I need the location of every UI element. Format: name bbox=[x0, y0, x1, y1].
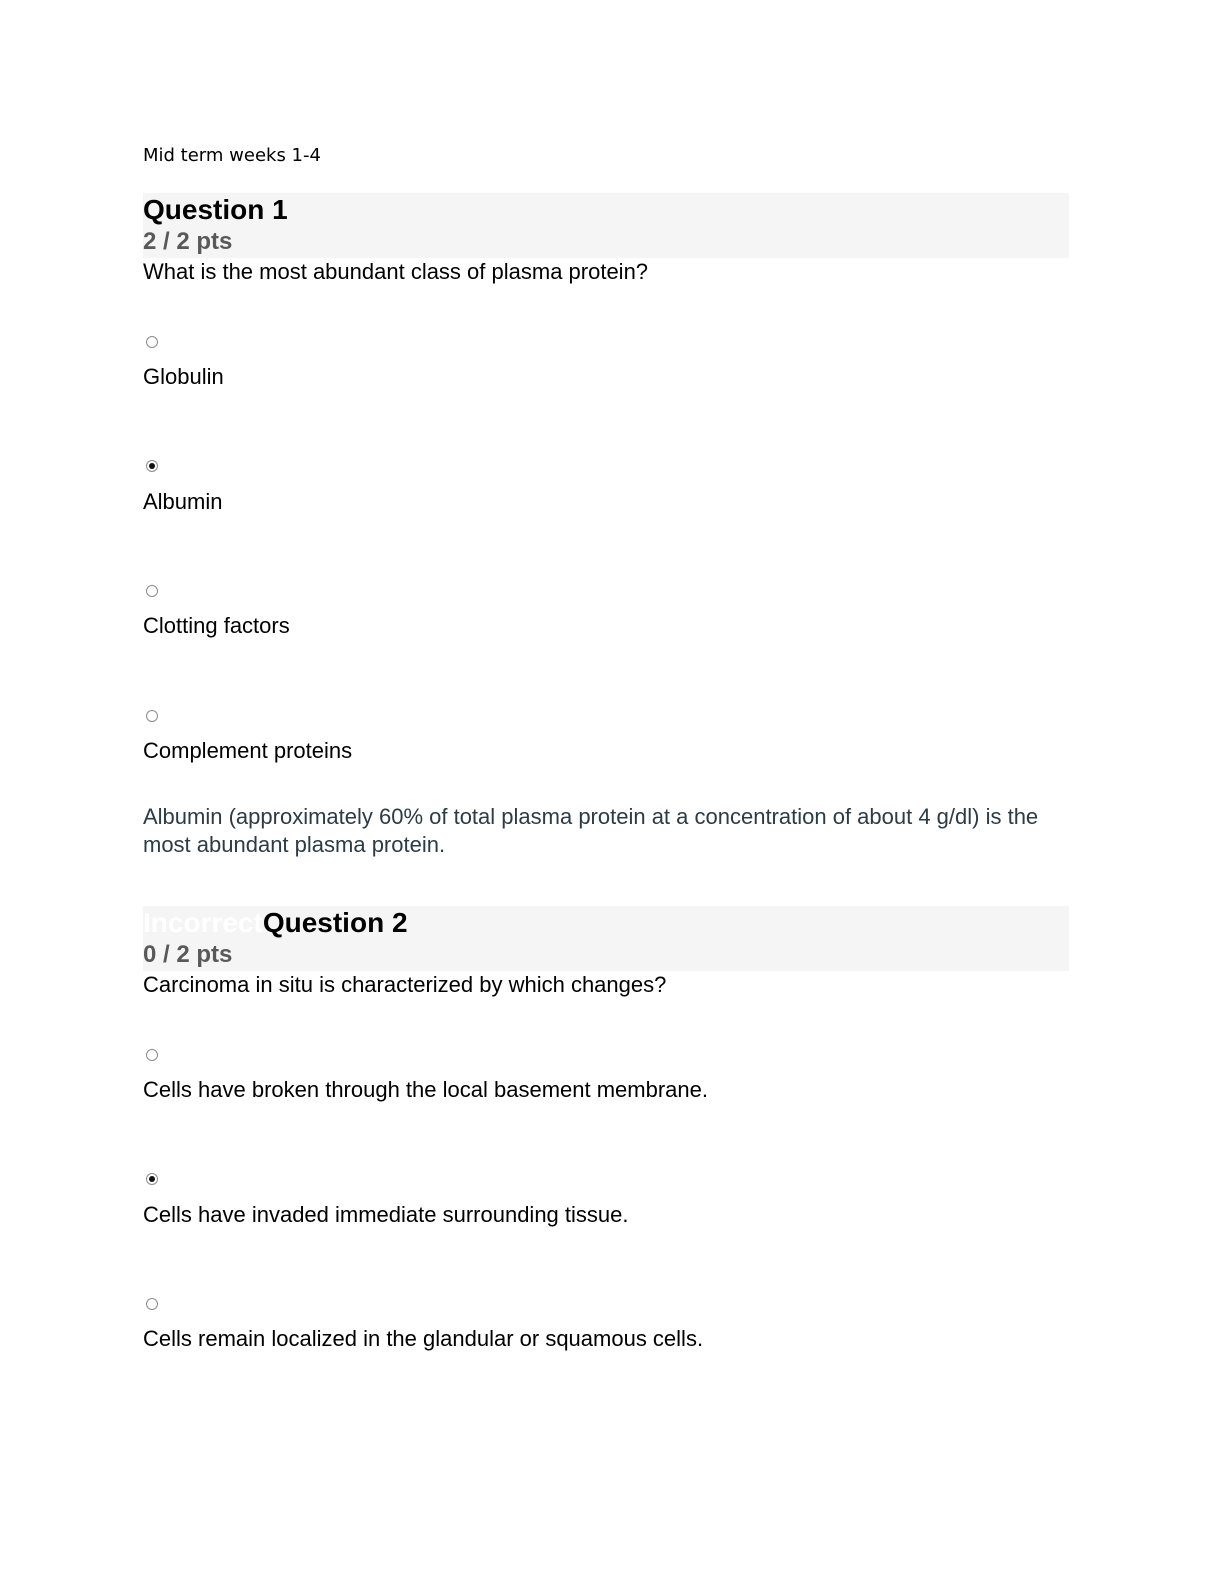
document-title: Mid term weeks 1-4 bbox=[143, 145, 321, 166]
question-header bbox=[143, 193, 1069, 258]
question-points: 0 / 2 pts bbox=[143, 941, 233, 968]
answer-label: Complement proteins bbox=[143, 738, 353, 763]
answer-radio[interactable] bbox=[146, 710, 158, 722]
answer-radio[interactable] bbox=[146, 336, 158, 348]
answer-radio[interactable] bbox=[146, 1173, 158, 1185]
answer-label: Clotting factors bbox=[143, 613, 290, 638]
answer-label: Albumin bbox=[143, 489, 223, 514]
answer-radio[interactable] bbox=[146, 1049, 158, 1061]
question-title bbox=[143, 193, 288, 227]
answer-label: Cells remain localized in the glandular or squamous cells. bbox=[143, 1326, 704, 1351]
question-prompt: What is the most abundant class of plasma protein? bbox=[143, 259, 649, 284]
question-header bbox=[143, 906, 1069, 971]
question-prompt: Carcinoma in situ is characterized by which changes? bbox=[143, 972, 667, 997]
question-points: 2 / 2 pts bbox=[143, 228, 233, 255]
answer-label: Cells have invaded immediate surrounding tissue. bbox=[143, 1202, 629, 1227]
answer-label: Globulin bbox=[143, 364, 224, 389]
answer-feedback: Albumin (approximately 60% of total plasma protein at a concentration of about 4 g/dl) is the most abundant plasma protein. bbox=[143, 804, 1039, 857]
question-title bbox=[143, 906, 408, 940]
question-number: Question 1 bbox=[143, 194, 288, 225]
answer-radio[interactable] bbox=[146, 460, 158, 472]
answer-radio[interactable] bbox=[146, 585, 158, 597]
answer-label: Cells have broken through the local basement membrane. bbox=[143, 1077, 708, 1102]
question-status: Incorrect bbox=[143, 907, 263, 938]
answer-radio[interactable] bbox=[146, 1298, 158, 1310]
question-number: Question 2 bbox=[262, 907, 408, 938]
